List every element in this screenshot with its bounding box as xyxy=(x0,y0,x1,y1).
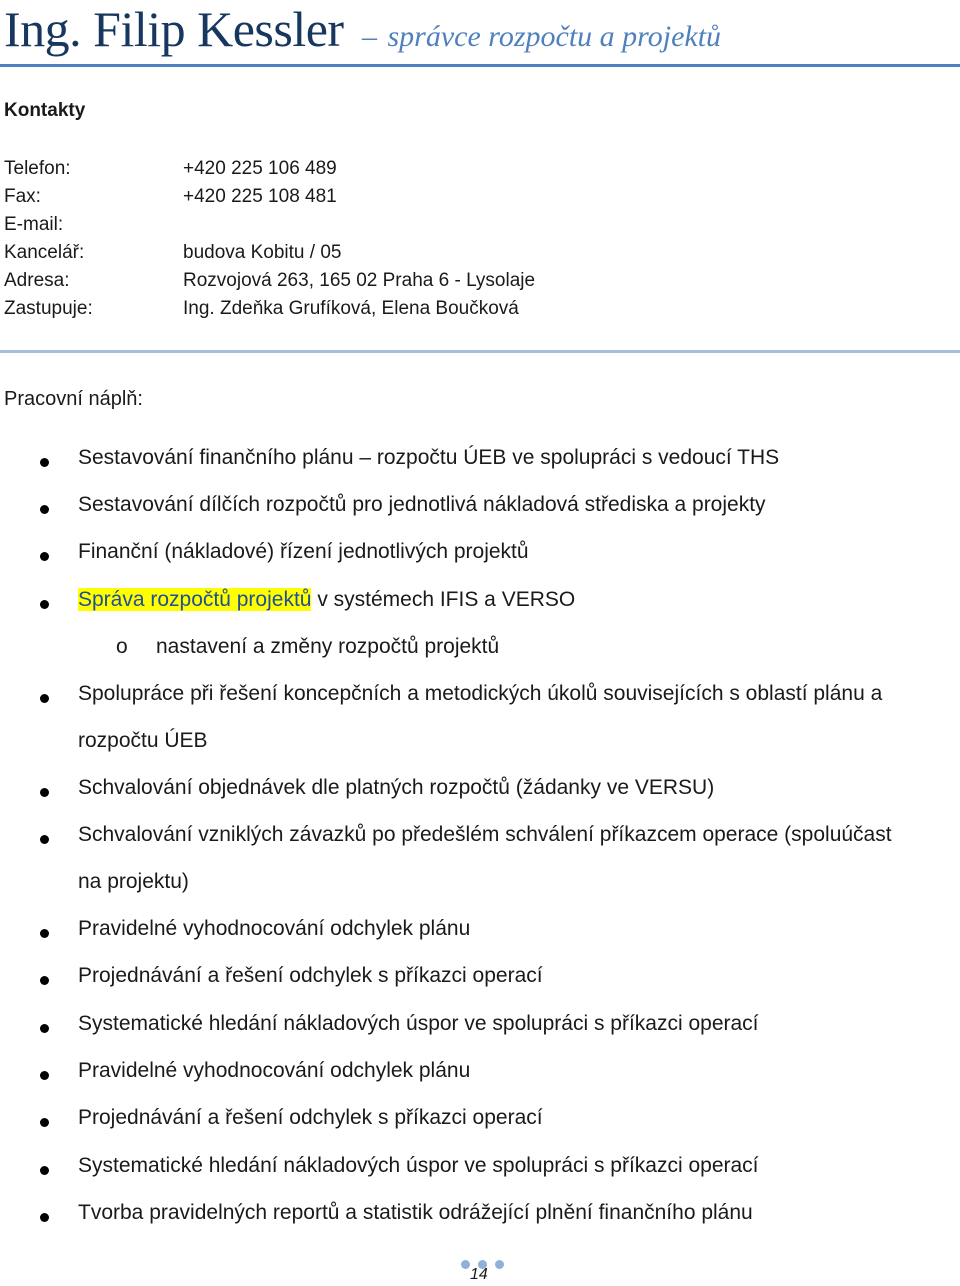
page-title xyxy=(4,0,721,60)
bullet-icon xyxy=(40,976,49,985)
contact-label: Zastupuje: xyxy=(4,298,93,319)
circle-bullet-icon: o xyxy=(116,635,128,658)
contacts-heading: Kontakty xyxy=(4,100,86,121)
highlighted-text: Správa rozpočtů projektů xyxy=(78,588,312,611)
bullet-icon xyxy=(40,600,49,609)
contact-value: Rozvojová 263, 165 02 Praha 6 - Lysolaje xyxy=(183,270,536,291)
contact-row-email xyxy=(4,211,183,239)
contact-label: Kancelář: xyxy=(4,242,85,263)
contact-label: Telefon: xyxy=(4,158,71,179)
title-underline xyxy=(0,64,960,67)
duties-heading: Pracovní náplň: xyxy=(4,388,143,410)
bullet-icon xyxy=(40,458,49,467)
bullet-icon xyxy=(40,1024,49,1033)
contact-value: Ing. Zdeňka Grufíková, Elena Boučková xyxy=(183,298,519,319)
contact-label: E-mail: xyxy=(4,214,64,235)
contact-row-address xyxy=(4,267,535,295)
bullet-icon xyxy=(40,1166,49,1175)
section-divider xyxy=(0,350,960,353)
bullet-icon xyxy=(40,1213,49,1222)
list-item-continuation: rozpočtu ÚEB xyxy=(78,729,208,752)
list-item-continuation: na projektu) xyxy=(78,870,189,893)
bullet-icon xyxy=(40,788,49,797)
contact-label: Fax: xyxy=(4,186,41,207)
person-name: Ing. Filip Kessler xyxy=(4,1,344,57)
bullet-icon xyxy=(40,552,49,561)
bullet-icon xyxy=(40,694,49,703)
page-number: 14 xyxy=(470,1266,488,1283)
contact-value: +420 225 108 481 xyxy=(183,186,337,207)
bullet-icon xyxy=(40,1118,49,1127)
bullet-icon xyxy=(40,835,49,844)
bullet-icon xyxy=(40,929,49,938)
contact-value: +420 225 106 489 xyxy=(183,158,337,179)
bullet-icon xyxy=(40,505,49,514)
contact-row-fax xyxy=(4,183,337,211)
contact-row-office xyxy=(4,239,341,267)
contact-label: Adresa: xyxy=(4,270,70,291)
contact-row-phone xyxy=(4,155,337,183)
bullet-icon xyxy=(40,1071,49,1080)
contact-value: budova Kobitu / 05 xyxy=(183,242,342,263)
title-dash: – xyxy=(362,20,378,53)
contact-row-deputy xyxy=(4,295,519,323)
person-role: správce rozpočtu a projektů xyxy=(387,20,722,53)
